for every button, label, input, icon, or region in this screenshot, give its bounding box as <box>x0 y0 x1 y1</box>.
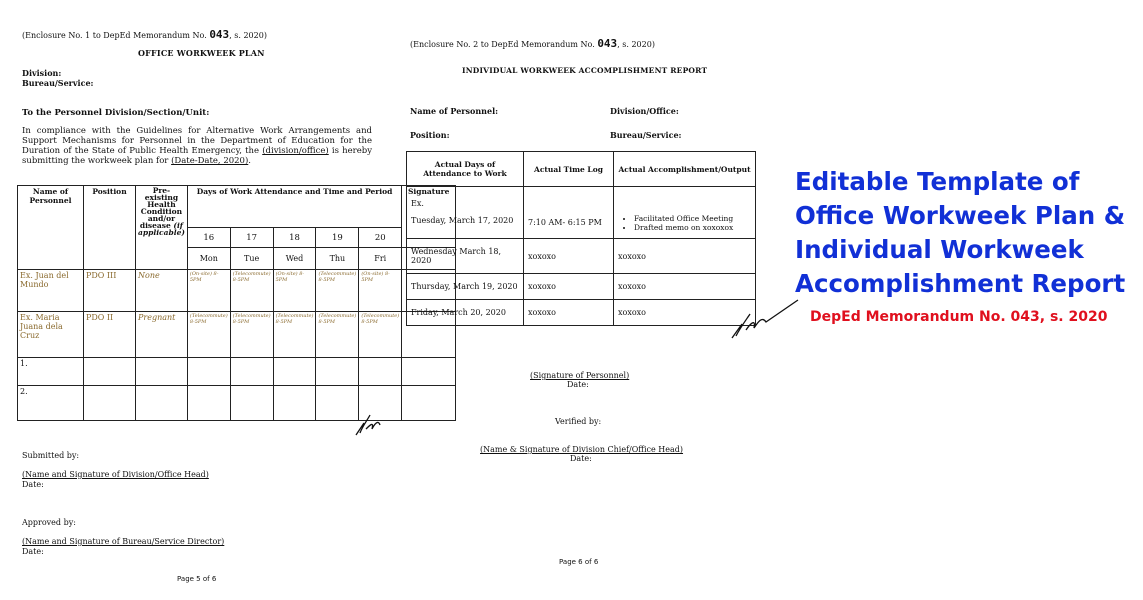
col-header-name: Name of Personnel <box>18 186 84 270</box>
date-label: Date: <box>570 454 592 463</box>
schedule-cell: (On-site) 8-5PM <box>359 270 402 312</box>
division-chief-signature-line: (Name & Signature of Division Chief/Office Head) <box>480 445 684 454</box>
personnel-position: PDO III <box>84 270 136 312</box>
output-cell: xoxoxo <box>614 239 756 274</box>
table-row <box>18 358 456 386</box>
bureau-label: Bureau/Service: <box>22 78 94 88</box>
date-18: 18 <box>273 228 316 248</box>
example-prefix: Ex. <box>411 199 424 208</box>
headline-line: Editable Template of <box>795 167 1080 196</box>
page-number: Page 6 of 6 <box>559 558 599 566</box>
paragraph-text: . <box>248 156 251 166</box>
date-19: 19 <box>316 228 359 248</box>
compliance-paragraph <box>22 126 372 166</box>
time-log-cell: 7:10 AM- 6:15 PM <box>524 187 614 239</box>
health-condition: None <box>136 270 188 312</box>
schedule-cell: (Telecommute) 8-5PM <box>273 312 316 358</box>
schedule-cell: (Telecommute) 8-5PM <box>359 312 402 358</box>
schedule-cell: (Telecommute) 8-5PM <box>230 312 273 358</box>
blank-row-number: 2. <box>18 386 84 421</box>
col-header-time: Actual Time Log <box>524 152 614 187</box>
division-label: Division: <box>22 68 62 78</box>
to-personnel-division-label: To the Personnel Division/Section/Unit: <box>22 108 210 118</box>
schedule-cell: (Telecommute) 8-5PM <box>316 312 359 358</box>
day-tue: Tue <box>230 248 273 270</box>
paragraph-text: In compliance with the Guidelines for Alternative Work Arrangements and Support Mechanisms for Personnel in the Department of Education for the Duration of the State of Public Health Emergency, the <box>22 126 372 156</box>
enclosure-prefix: (Enclosure No. 1 to DepEd Memorandum No. <box>22 31 207 40</box>
table-row <box>407 239 756 274</box>
paragraph-text: is hereby submitting the workweek plan for <box>22 146 373 166</box>
day-wed: Wed <box>273 248 316 270</box>
date-label: Date: <box>567 380 589 389</box>
schedule-cell: (On-site) 8-5PM <box>187 270 230 312</box>
date-20: 20 <box>359 228 402 248</box>
col-header-output: Actual Accomplishment/Output <box>614 152 756 187</box>
day-cell: Wednesday March 18, 2020 <box>407 239 524 274</box>
date-16: 16 <box>187 228 230 248</box>
date-label: Date: <box>22 547 44 556</box>
division-office-label: Division/Office: <box>610 106 679 116</box>
day-cell: Thursday, March 19, 2020 <box>407 274 524 300</box>
division-office-placeholder: (division/office) <box>262 146 329 156</box>
date-label: Date: <box>22 480 44 489</box>
enclosure-suffix: , s. 2020) <box>617 40 655 49</box>
output-cell: xoxoxo <box>614 300 756 326</box>
day-text: Tuesday, March 17, 2020 <box>411 216 514 225</box>
day-cell: Friday, March 20, 2020 <box>407 300 524 326</box>
output-item: • Drafted memo on xoxoxox <box>634 223 751 232</box>
day-cell <box>407 187 524 239</box>
table-row <box>407 187 756 239</box>
memo-subheading: DepEd Memorandum No. 043, s. 2020 <box>810 309 1108 325</box>
table-row <box>18 386 456 421</box>
bureau-service-label: Bureau/Service: <box>610 130 682 140</box>
headline-line: Individual Workweek <box>795 235 1084 264</box>
day-mon: Mon <box>187 248 230 270</box>
office-workweek-plan-title: OFFICE WORKWEEK PLAN <box>138 48 265 58</box>
personnel-position: PDO II <box>84 312 136 358</box>
headline-line: Office Workweek Plan & <box>795 201 1126 230</box>
col-header-days: Days of Work Attendance and Time and Period <box>187 186 401 228</box>
headline-line: Accomplishment Report <box>795 269 1126 298</box>
col-header-condition <box>136 186 188 270</box>
col-header-position: Position <box>84 186 136 270</box>
enclosure-1-label <box>22 28 267 41</box>
accomplishment-table <box>406 151 756 326</box>
day-thu: Thu <box>316 248 359 270</box>
position-label: Position: <box>410 130 450 140</box>
table-row <box>407 274 756 300</box>
time-log-cell: xoxoxo <box>524 239 614 274</box>
submitted-by-label: Submitted by: <box>22 451 80 460</box>
schedule-cell: (Telecommute) 8-5PM <box>316 270 359 312</box>
bureau-director-signature-line: (Name and Signature of Bureau/Service Director) <box>22 537 225 546</box>
schedule-cell: (Telecommute) 8-5PM <box>187 312 230 358</box>
promo-headline <box>795 165 1140 301</box>
approved-by-label: Approved by: <box>22 518 76 527</box>
date-17: 17 <box>230 228 273 248</box>
output-item: • Facilitated Office Meeting <box>634 214 751 223</box>
date-range-placeholder: (Date-Date, 2020) <box>171 156 249 166</box>
col-header-signature: Signature <box>402 186 456 248</box>
col-header-days: Actual Days of Attendance to Work <box>407 152 524 187</box>
memo-number: 043 <box>597 37 618 50</box>
blank-row-number: 1. <box>18 358 84 386</box>
memo-number: 043 <box>209 28 230 41</box>
personnel-name: Ex. Maria Juana dela Cruz <box>18 312 84 358</box>
enclosure-suffix: , s. 2020) <box>229 31 267 40</box>
table-row <box>18 312 456 358</box>
division-head-signature-line: (Name and Signature of Division/Office Head) <box>22 470 209 479</box>
schedule-cell: (Telecommute) 8-5PM <box>230 270 273 312</box>
enclosure-2-label <box>410 37 655 50</box>
enclosure-prefix: (Enclosure No. 2 to DepEd Memorandum No. <box>410 40 595 49</box>
time-log-cell: xoxoxo <box>524 274 614 300</box>
name-of-personnel-label: Name of Personnel: <box>410 106 499 116</box>
personnel-signature-line: (Signature of Personnel) <box>530 371 630 380</box>
table-row <box>18 270 456 312</box>
signature-scribble-icon <box>728 296 800 342</box>
health-condition: Pregnant <box>136 312 188 358</box>
personnel-name: Ex. Juan del Mundo <box>18 270 84 312</box>
page-number: Page 5 of 6 <box>177 575 217 583</box>
schedule-cell: (On-site) 8-5PM <box>273 270 316 312</box>
condition-header-text: Pre-existing Health Condition and/or disease <box>139 186 183 230</box>
workweek-plan-table <box>17 185 456 421</box>
condition-header-note: (if applicable) <box>138 221 185 237</box>
table-row <box>407 300 756 326</box>
day-fri: Fri <box>359 248 402 270</box>
accomplishment-report-title: INDIVIDUAL WORKWEEK ACCOMPLISHMENT REPORT <box>462 66 708 75</box>
output-cell: xoxoxo <box>614 274 756 300</box>
verified-by-label: Verified by: <box>555 417 602 426</box>
output-cell <box>614 187 756 239</box>
time-log-cell: xoxoxo <box>524 300 614 326</box>
signature-scribble-icon <box>352 405 384 439</box>
